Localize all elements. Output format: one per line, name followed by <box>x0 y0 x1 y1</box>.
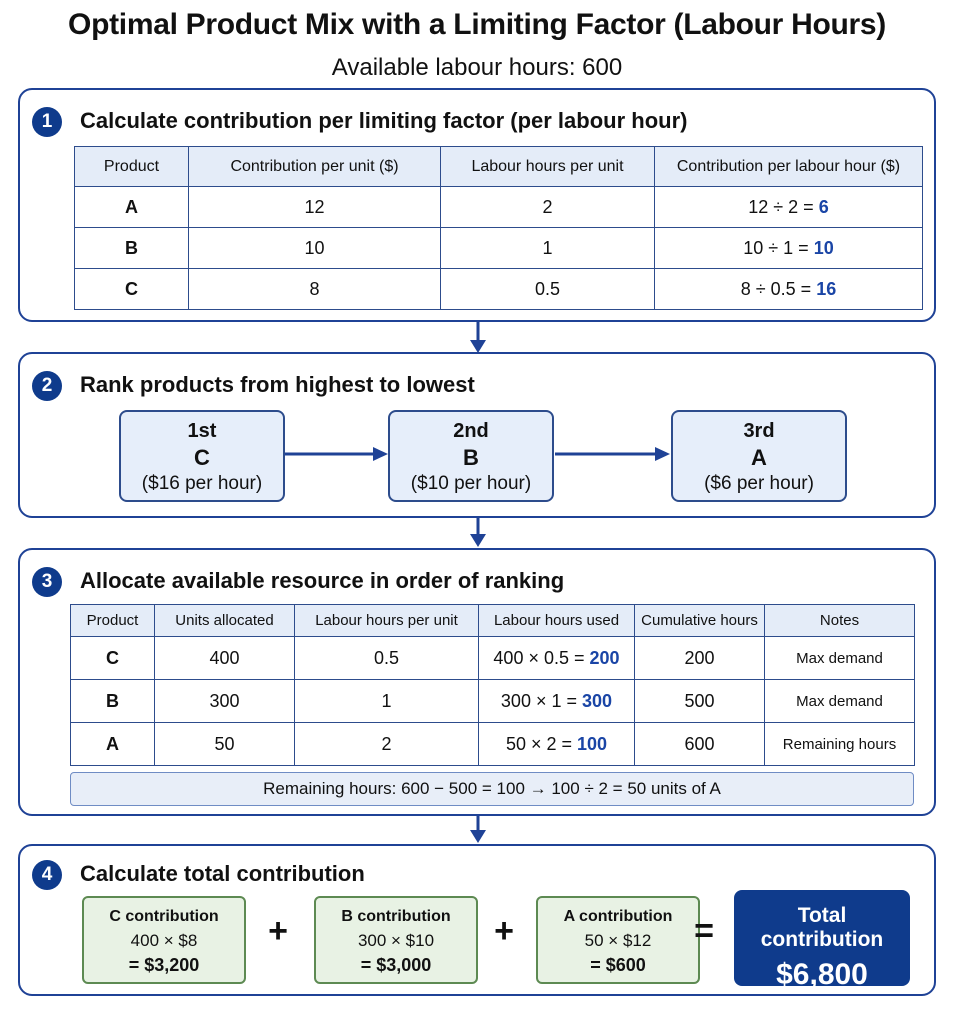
calc-text: 8 ÷ 0.5 = <box>740 278 812 299</box>
step3-table <box>70 604 915 766</box>
hours-per-unit-cell: 2 <box>295 723 479 766</box>
table-row <box>75 269 923 310</box>
plus-operator: + <box>268 912 288 950</box>
product-cell: C <box>71 637 155 680</box>
page-subtitle: Available labour hours: 600 <box>331 54 623 81</box>
calc-text: 50 × 2 = <box>505 733 572 754</box>
step4-number-badge: 4 <box>32 860 62 890</box>
step3-header-hours-used: Labour hours used <box>479 605 635 637</box>
c-contribution-box <box>82 896 246 984</box>
table-row <box>71 637 915 680</box>
page-title: Optimal Product Mix with a Limiting Factor (Labour Hours) <box>68 8 886 41</box>
arrow-right-icon <box>555 446 671 462</box>
step1-title: Calculate contribution per limiting factor (per labour hour) <box>80 108 688 133</box>
step3-header-notes: Notes <box>765 605 915 637</box>
contribution-result: = $3,200 <box>128 955 200 975</box>
product-cell: B <box>71 680 155 723</box>
plus-operator: + <box>494 912 514 950</box>
arrow-down-icon <box>469 322 487 354</box>
calc-result: 6 <box>818 196 829 217</box>
hours-cell: 2 <box>441 187 655 228</box>
table-row <box>71 723 915 766</box>
contribution-cell: 8 <box>189 269 441 310</box>
rank-label: 1st <box>187 420 217 442</box>
units-cell: 300 <box>155 680 295 723</box>
table-row <box>71 680 915 723</box>
rank-box-1st <box>119 410 285 502</box>
contribution-per-hour-cell <box>655 228 923 269</box>
step1-panel <box>18 88 936 322</box>
hours-used-cell <box>479 723 635 766</box>
contribution-cell: 10 <box>189 228 441 269</box>
step1-header-product: Product <box>75 147 189 187</box>
b-contribution-box <box>314 896 478 984</box>
step1-header-contribution: Contribution per unit ($) <box>189 147 441 187</box>
notes-cell: Remaining hours <box>765 723 915 766</box>
units-cell: 400 <box>155 637 295 680</box>
hours-cell: 1 <box>441 228 655 269</box>
rank-product: A <box>751 445 767 470</box>
contribution-per-hour-cell <box>655 187 923 228</box>
rank-label: 3rd <box>743 420 775 442</box>
hours-per-unit-cell: 0.5 <box>295 637 479 680</box>
step2-number-badge: 2 <box>32 371 62 401</box>
calc-result: 100 <box>577 733 608 754</box>
step3-number-badge: 3 <box>32 567 62 597</box>
hours-used-cell <box>479 637 635 680</box>
table-row <box>75 228 923 269</box>
contribution-label: A contribution <box>563 908 673 925</box>
notes-cell: Max demand <box>765 680 915 723</box>
contribution-calc: 400 × $8 <box>130 931 198 950</box>
total-contribution-label: Total contribution <box>760 904 884 951</box>
step1-number-badge: 1 <box>32 107 62 137</box>
arrow-down-icon <box>469 518 487 548</box>
step3-panel <box>18 548 936 816</box>
calc-text: 10 ÷ 1 = <box>743 237 809 258</box>
remaining-hours-note: Remaining hours: 600 − 500 = 100 → 100 ÷ 2 = 50 units of A <box>70 772 914 806</box>
step1-header-hours: Labour hours per unit <box>441 147 655 187</box>
step3-header-units: Units allocated <box>155 605 295 637</box>
calc-result: 200 <box>589 647 620 668</box>
step1-table <box>74 146 923 310</box>
contribution-result: = $3,000 <box>360 955 432 975</box>
rank-rate: ($10 per hour) <box>410 473 532 494</box>
calc-text: 12 ÷ 2 = <box>748 196 814 217</box>
product-cell: A <box>71 723 155 766</box>
units-cell: 50 <box>155 723 295 766</box>
step4-title: Calculate total contribution <box>80 861 365 886</box>
contribution-calc: 300 × $10 <box>357 931 435 950</box>
a-contribution-box <box>536 896 700 984</box>
step2-panel <box>18 352 936 518</box>
contribution-label: B contribution <box>341 908 451 925</box>
rank-rate: ($6 per hour) <box>704 473 814 494</box>
calc-text: 400 × 0.5 = <box>493 647 585 668</box>
contribution-per-hour-cell <box>655 269 923 310</box>
product-cell: A <box>75 187 189 228</box>
product-cell: C <box>75 269 189 310</box>
contribution-result: = $600 <box>590 955 646 975</box>
calc-result: 10 <box>813 237 834 258</box>
cumulative-cell: 200 <box>635 637 765 680</box>
rank-label: 2nd <box>453 420 489 442</box>
step4-panel <box>18 844 936 996</box>
step3-header-cumulative: Cumulative hours <box>635 605 765 637</box>
rank-box-2nd <box>388 410 554 502</box>
rank-rate: ($16 per hour) <box>141 473 263 494</box>
step3-header-hours-per-unit: Labour hours per unit <box>295 605 479 637</box>
rank-product: C <box>194 445 210 470</box>
notes-cell: Max demand <box>765 637 915 680</box>
step3-title: Allocate available resource in order of ranking <box>80 568 565 593</box>
step2-title: Rank products from highest to lowest <box>80 372 475 397</box>
contribution-label: C contribution <box>109 908 219 925</box>
equals-operator: = <box>694 912 714 950</box>
cumulative-cell: 600 <box>635 723 765 766</box>
step3-header-product: Product <box>71 605 155 637</box>
arrow-down-icon <box>469 816 487 844</box>
rank-box-3rd <box>671 410 847 502</box>
contribution-cell: 12 <box>189 187 441 228</box>
rank-product: B <box>463 445 479 470</box>
hours-cell: 0.5 <box>441 269 655 310</box>
total-contribution-box <box>734 890 910 991</box>
contribution-calc: 50 × $12 <box>584 931 652 950</box>
table-row <box>75 187 923 228</box>
product-cell: B <box>75 228 189 269</box>
total-contribution-value: $6,800 <box>776 958 868 991</box>
step1-header-contribution-per-hour: Contribution per labour hour ($) <box>655 147 923 187</box>
hours-per-unit-cell: 1 <box>295 680 479 723</box>
cumulative-cell: 500 <box>635 680 765 723</box>
calc-text: 300 × 1 = <box>500 690 577 711</box>
calc-result: 16 <box>816 278 837 299</box>
arrow-right-icon <box>285 446 389 462</box>
hours-used-cell <box>479 680 635 723</box>
calc-result: 300 <box>582 690 613 711</box>
